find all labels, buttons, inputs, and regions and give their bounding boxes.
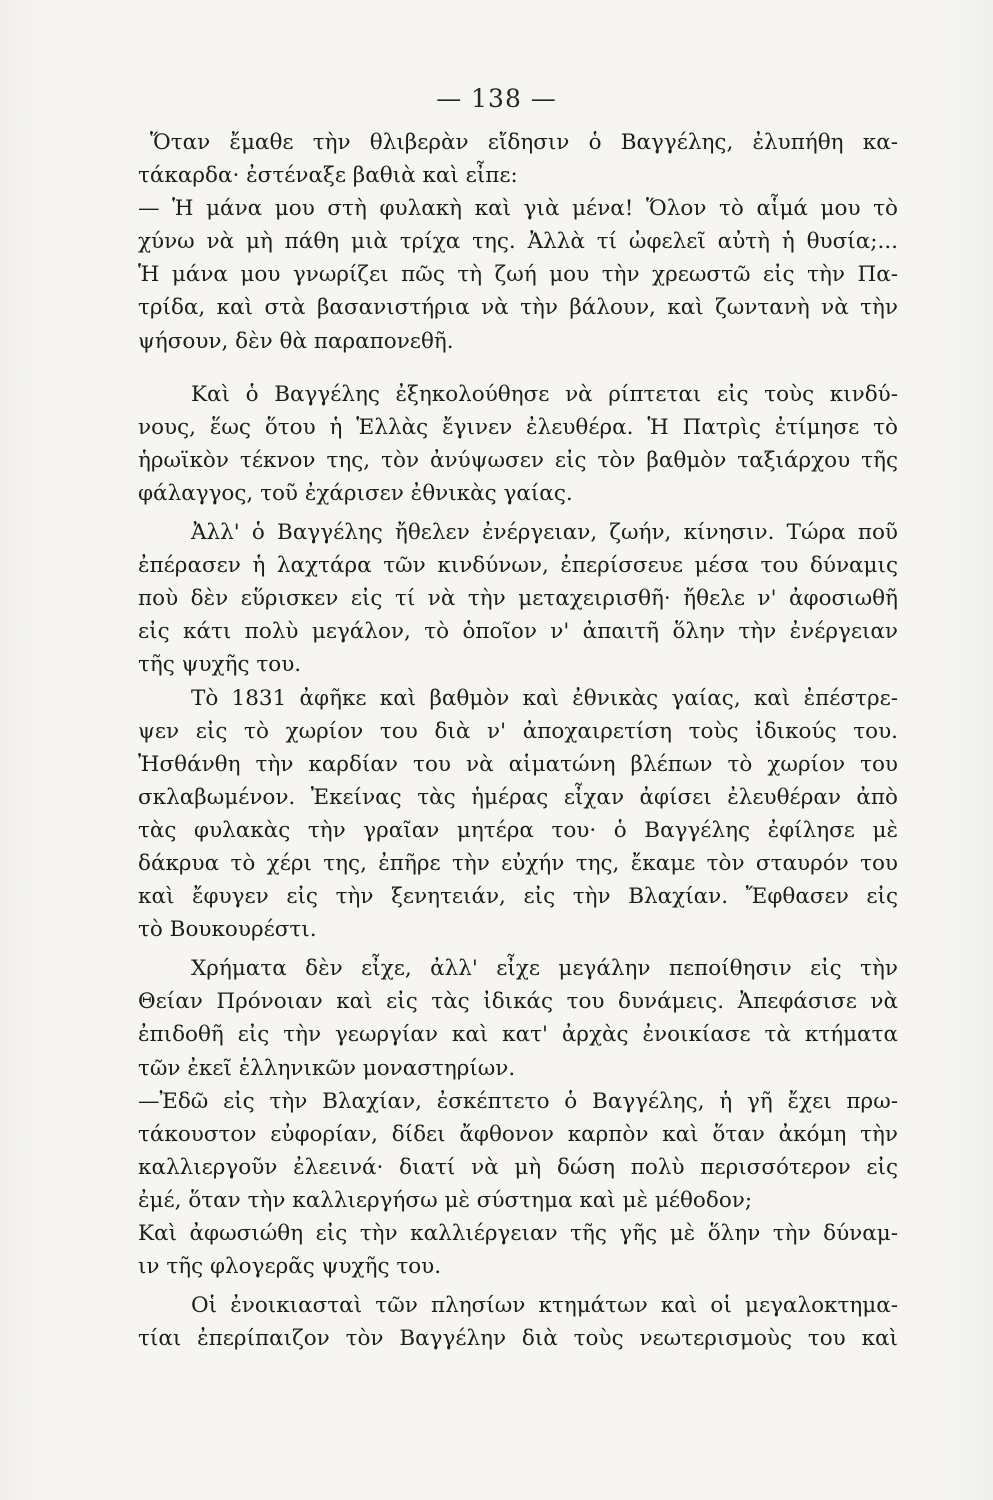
- text-line: ποὺ δὲν εὕρισκεν εἰς τί νὰ τὴν μεταχειρισθῆ· ἤθελε ν' ἀφοσιωθῆ: [138, 586, 898, 612]
- text-line: Ἀλλ' ὁ Βαγγέλης ἤθελεν ἐνέργειαν, ζωήν, κίνησιν. Τώρα ποῦ: [191, 520, 898, 546]
- page-number: — 138 —: [436, 84, 557, 113]
- text-line: —Ἐδῶ εἰς τὴν Βλαχίαν, ἐσκέπτετο ὁ Βαγγέλης, ἡ γῆ ἔχει πρω-: [138, 1088, 898, 1114]
- text-line: καλλιεργοῦν ἐλεεινά· διατί νὰ μὴ δώση πολὺ περισσότερον εἰς: [138, 1154, 898, 1180]
- text-line: νους, ἕως ὅτου ἡ Ἑλλὰς ἔγινεν ἐλευθέρα. Ἡ Πατρὶς ἐτίμησε τὸ: [138, 414, 898, 440]
- text-line: Ἡ μάνα μου γνωρίζει πῶς τὴ ζωή μου τὴν χρεωστῶ εἰς τὴν Πα-: [138, 262, 898, 288]
- text-line: σκλαβωμένον. Ἐκείνας τὰς ἡμέρας εἶχαν ἀφίσει ἐλευθέραν ἀπὸ: [138, 784, 898, 810]
- text-line: Οἱ ἐνοικιασταὶ τῶν πλησίων κτημάτων καὶ οἱ μεγαλοκτημα-: [191, 1293, 898, 1319]
- text-line: τῶν ἐκεῖ ἑλληνικῶν μοναστηρίων.: [138, 1055, 516, 1081]
- text-line: τῆς ψυχῆς του.: [138, 652, 302, 678]
- text-line: ψεν εἰς τὸ χωρίον του διὰ ν' ἀποχαιρετίση τοὺς ἰδικούς του.: [138, 718, 898, 744]
- text-line: χύνω νὰ μὴ πάθη μιὰ τρίχα της. Ἀλλὰ τί ὠφελεῖ αὐτὴ ἡ θυσία;...: [138, 229, 898, 255]
- text-line: εἰς κάτι πολὺ μεγάλον, τὸ ὁποῖον ν' ἀπαιτῆ ὅλην τὴν ἐνέργειαν: [138, 619, 898, 645]
- text-line: Καὶ ἀφωσιώθη εἰς τὴν καλλιέργειαν τῆς γῆς μὲ ὅλην τὴν δύναμ-: [138, 1221, 898, 1246]
- text-line: Τὸ 1831 ἀφῆκε καὶ βαθμὸν καὶ ἐθνικὰς γαίας, καὶ ἐπέστρε-: [191, 685, 898, 711]
- text-line: Καὶ ὁ Βαγγέλης ἐξηκολούθησε νὰ ρίπτεται εἰς τοὺς κινδύ-: [191, 381, 898, 407]
- text-line: τὰς φυλακὰς τὴν γραῖαν μητέρα του· ὁ Βαγγέλης ἐφίλησε μὲ: [138, 817, 898, 843]
- text-line: τὸ Βουκουρέστι.: [138, 917, 317, 943]
- text-line: δάκρυα τὸ χέρι της, ἐπῆρε τὴν εὐχήν της, ἔκαμε τὸν σταυρόν του: [138, 850, 898, 876]
- body-text: [138, 126, 898, 1355]
- text-line: τίαι ἐπερίπαιζον τὸν Βαγγέλην διὰ τοὺς νεωτερισμοὺς του καὶ: [138, 1326, 898, 1352]
- text-line: Χρήματα δὲν εἶχε, ἀλλ' εἶχε μεγάλην πεποίθησιν εἰς τὴν: [191, 956, 898, 982]
- text-line: — Ἡ μάνα μου στὴ φυλακὴ καὶ γιὰ μένα! Ὅλον τὸ αἷμά μου τὸ: [138, 196, 898, 222]
- text-line: ἐμέ, ὅταν τὴν καλλιεργήσω μὲ σύστημα καὶ μὲ μέθοδον;: [138, 1187, 753, 1213]
- text-line: τάκουστον εὐφορίαν, δίδει ἄφθονον καρπὸν καὶ ὅταν ἀκόμη τὴν: [138, 1121, 898, 1147]
- text-line: ἡρωϊκὸν τέκνον της, τὸν ἀνύψωσεν εἰς τὸν βαθμὸν ταξιάρχου τῆς: [138, 447, 898, 473]
- text-line: ἐπέρασεν ἡ λαχτάρα τῶν κινδύνων, ἐπερίσσευε μέσα του δύναμις: [138, 553, 898, 579]
- text-line: Θείαν Πρόνοιαν καὶ εἰς τὰς ἰδικάς του δυνάμεις. Ἀπεφάσισε νὰ: [138, 989, 898, 1015]
- text-line: ψήσουν, δὲν θὰ παραπονεθῆ.: [138, 328, 454, 354]
- text-line: ἐπιδοθῆ εἰς τὴν γεωργίαν καὶ κατ' ἀρχὰς ἐνοικίασε τὰ κτήματα: [138, 1022, 898, 1048]
- text-line: τάκαρδα· ἐστέναξε βαθιὰ καὶ εἶπε:: [138, 163, 518, 189]
- text-line: Ὅταν ἔμαθε τὴν θλιβερὰν εἴδησιν ὁ Βαγγέλης, ἐλυπήθη κα-: [150, 130, 898, 155]
- text-line: καὶ ἔφυγεν εἰς τὴν ξενητειάν, εἰς τὴν Βλαχίαν. Ἔφθασεν εἰς: [138, 884, 898, 910]
- text-line: Ἠσθάνθη τὴν καρδίαν του νὰ αἱματώνη βλέπων τὸ χωρίον του: [138, 751, 898, 777]
- text-line: ιν τῆς φλογερᾶς ψυχῆς του.: [138, 1254, 442, 1280]
- text-line: τρίδα, καὶ στὰ βασανιστήρια νὰ τὴν βάλουν, καὶ ζωντανὴ νὰ τὴν: [138, 295, 898, 321]
- text-line: φάλαγγος, τοῦ ἐχάρισεν ἐθνικὰς γαίας.: [138, 480, 573, 506]
